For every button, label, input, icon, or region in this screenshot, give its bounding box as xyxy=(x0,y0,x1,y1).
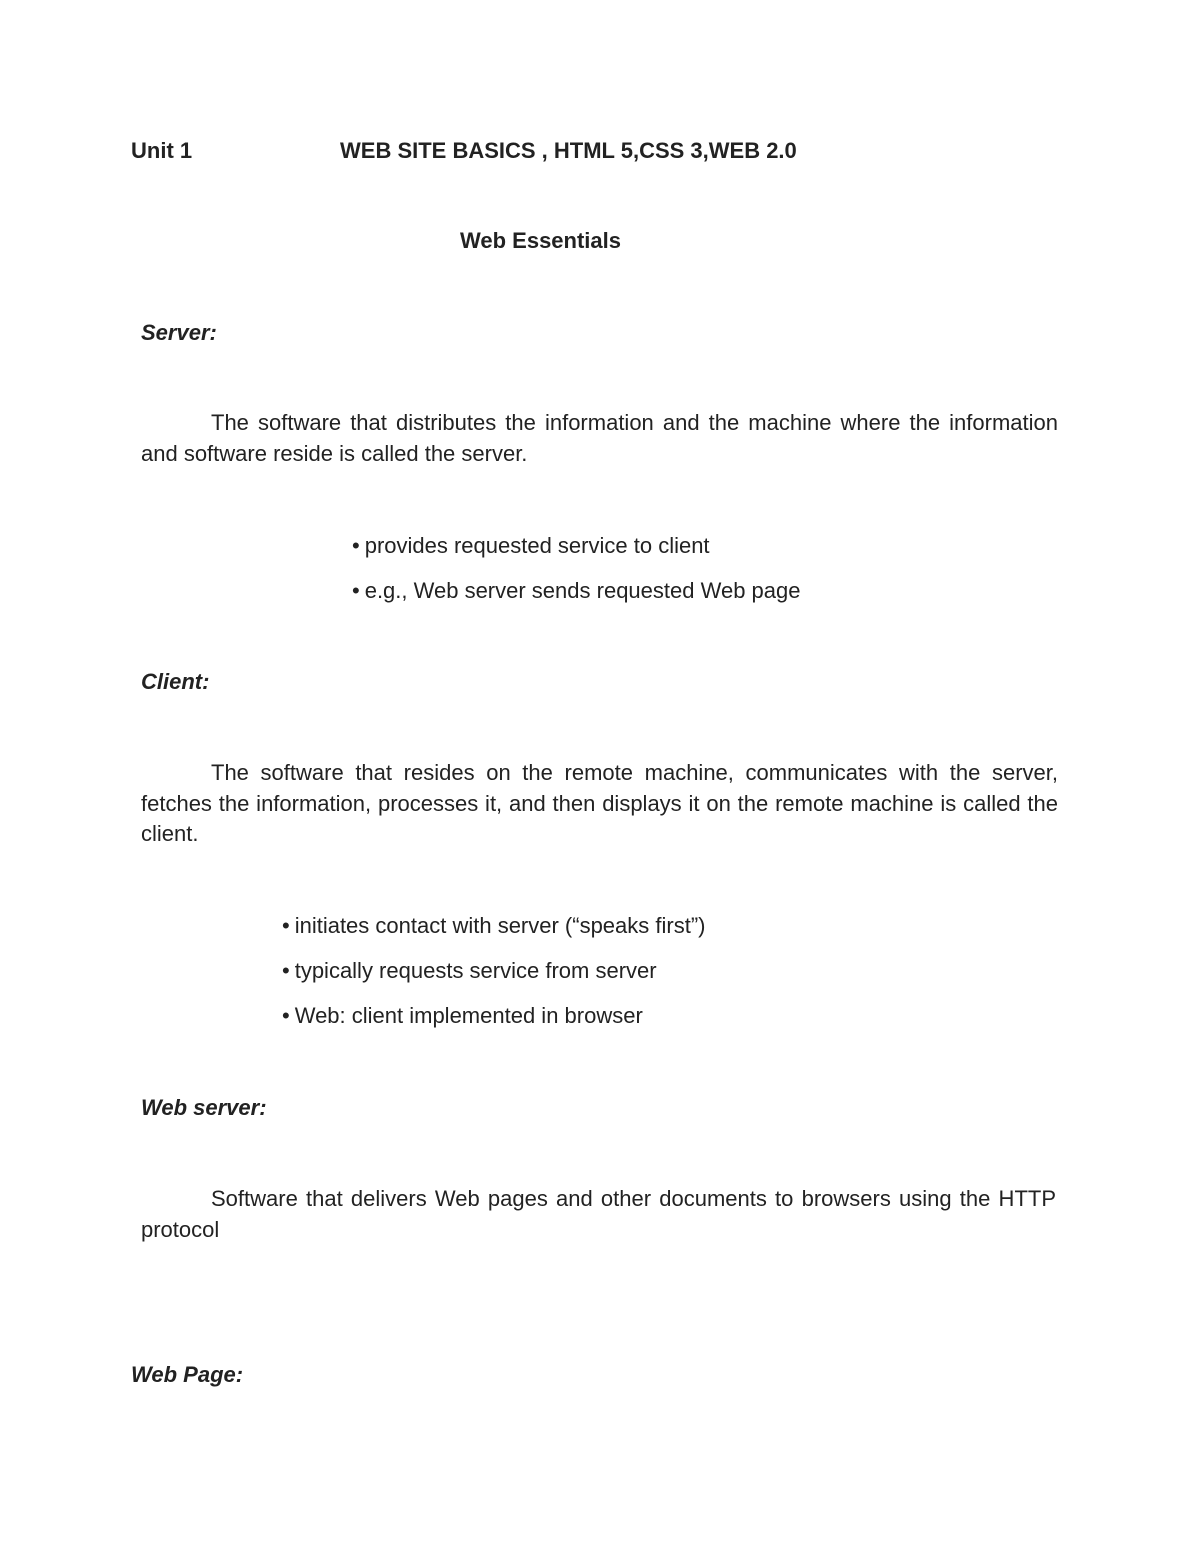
bullet-icon: • xyxy=(282,913,290,938)
section-heading-web-server: Web server: xyxy=(141,1095,267,1120)
bullet-icon: • xyxy=(282,1003,290,1028)
list-item xyxy=(282,1003,705,1048)
list-item-text: e.g., Web server sends requested Web page xyxy=(364,578,801,603)
section-heading-client: Client: xyxy=(141,669,210,694)
bullet-icon: • xyxy=(352,578,360,603)
list-item-text: provides requested service to client xyxy=(364,533,710,558)
section-heading-server: Server: xyxy=(141,320,217,345)
client-bullet-list xyxy=(282,913,705,1048)
client-paragraph xyxy=(141,758,1058,850)
list-item-text: typically requests service from server xyxy=(294,958,657,983)
list-item xyxy=(352,533,800,578)
client-paragraph-text: The software that resides on the remote machine, communicates with the server, fetches the information, processes it, and then displays it on the remote machine is called the client. xyxy=(141,760,1058,846)
bullet-icon: • xyxy=(282,958,290,983)
list-item xyxy=(352,578,800,623)
list-item xyxy=(282,913,705,958)
section-heading-web-page: Web Page: xyxy=(131,1362,244,1387)
server-bullet-list xyxy=(352,533,800,623)
bullet-icon: • xyxy=(352,533,360,558)
server-paragraph xyxy=(141,408,1058,469)
unit-label: Unit 1 xyxy=(131,138,193,163)
server-paragraph-text: The software that distributes the information and the machine where the information and software reside is called the server. xyxy=(141,410,1058,466)
document-title: Web Essentials xyxy=(460,228,621,253)
web-server-paragraph xyxy=(141,1184,1056,1245)
list-item xyxy=(282,958,705,1003)
list-item-text: initiates contact with server (“speaks first”) xyxy=(294,913,706,938)
web-server-paragraph-text: Software that delivers Web pages and other documents to browsers using the HTTP protocol xyxy=(141,1186,1056,1242)
list-item-text: Web: client implemented in browser xyxy=(294,1003,643,1028)
course-title: WEB SITE BASICS , HTML 5,CSS 3,WEB 2.0 xyxy=(340,138,797,163)
